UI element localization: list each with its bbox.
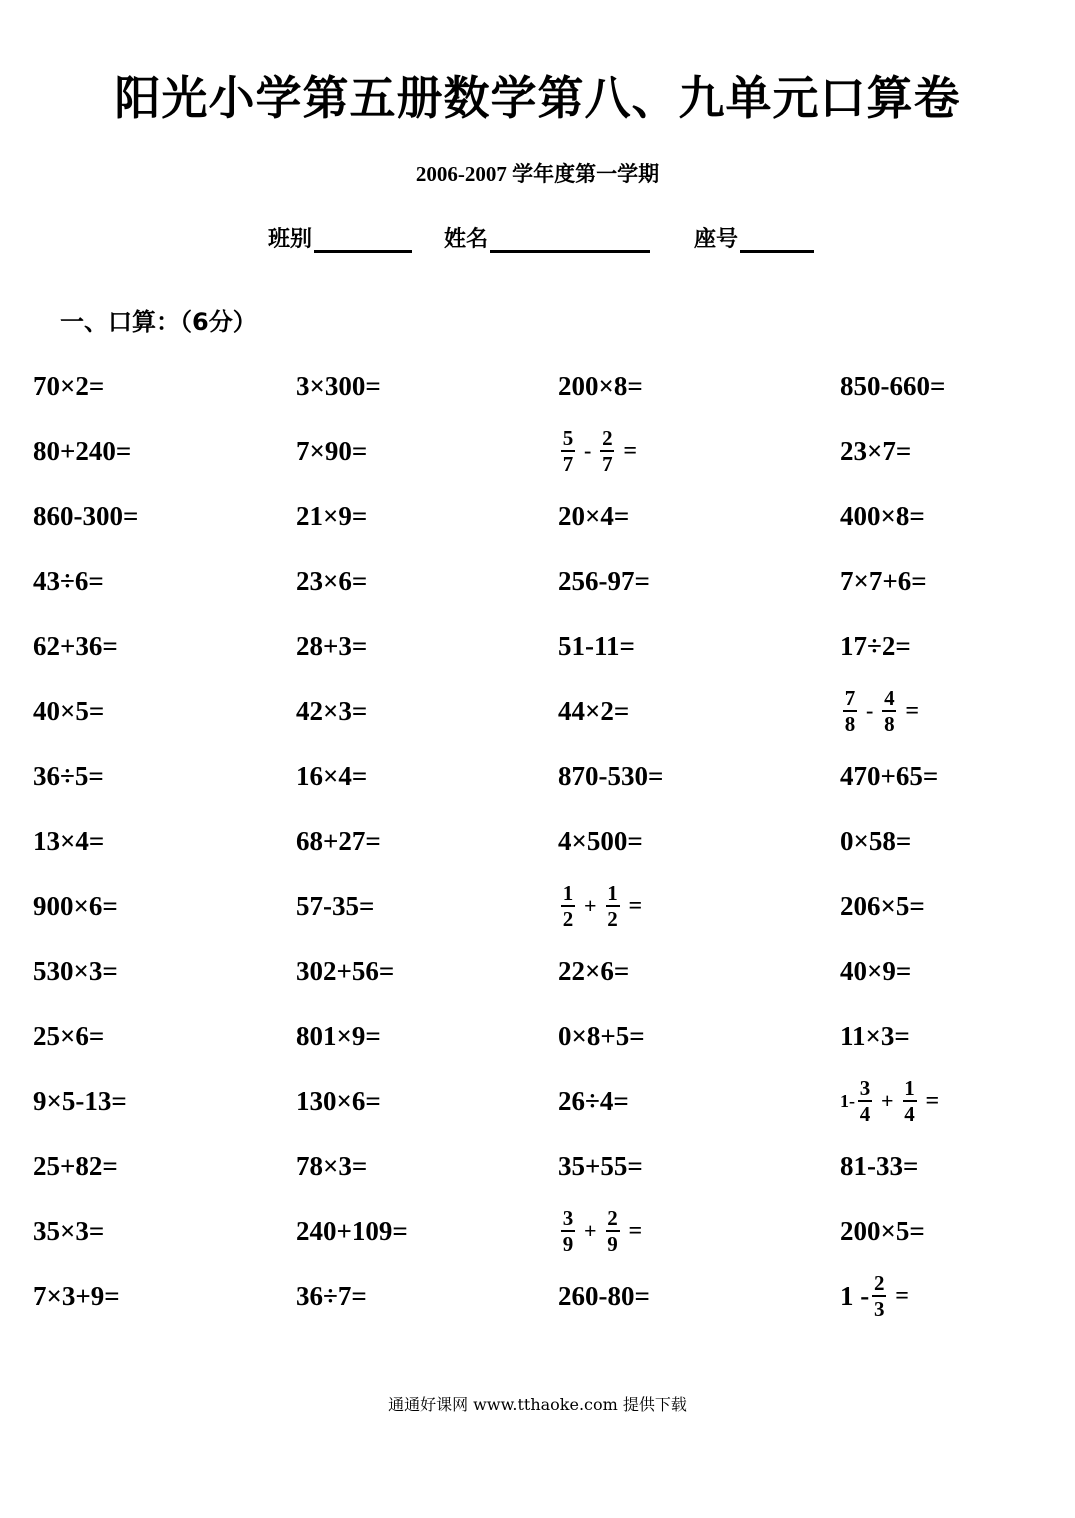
fraction <box>872 1272 886 1320</box>
fraction-denominator: 9 <box>607 1232 618 1256</box>
problem-item: 4×500= <box>558 825 643 856</box>
problem-item: 70×2= <box>33 370 105 401</box>
problem-item: 200×8= <box>558 370 643 401</box>
fraction <box>903 1077 917 1125</box>
fraction-numerator: 2 <box>602 426 613 450</box>
problem-item: 11×3= <box>840 1020 910 1051</box>
problem-item: 40×9= <box>840 955 912 986</box>
problem-item: 36÷5= <box>33 760 104 791</box>
problem-item: 7×7+6= <box>840 565 927 596</box>
problem-item: 16×4= <box>296 760 368 791</box>
fraction-denominator: 2 <box>607 907 618 931</box>
fraction-numerator: 2 <box>874 1271 885 1295</box>
fraction-numerator: 3 <box>562 1206 574 1230</box>
seat-label: 座号 <box>694 227 739 252</box>
problem-item: 57-35= <box>296 890 375 921</box>
problem-item: 35×3= <box>33 1215 105 1246</box>
operator: - <box>866 698 874 723</box>
problem-item <box>840 685 919 737</box>
fraction-denominator: 9 <box>562 1232 574 1256</box>
problem-item: 200×5= <box>840 1215 925 1246</box>
name-blank[interactable] <box>490 224 650 253</box>
problem-item: 80+240= <box>33 435 132 466</box>
fraction-denominator: 8 <box>844 712 856 736</box>
problem-item <box>840 1270 909 1322</box>
problem-item: 530×3= <box>33 955 118 986</box>
equals-sign: = <box>905 697 920 724</box>
problem-item: 25×6= <box>33 1020 105 1051</box>
fraction <box>606 1207 620 1255</box>
problem-item: 51-11= <box>558 630 635 661</box>
fraction-denominator: 4 <box>904 1102 915 1126</box>
problem-item <box>558 425 637 477</box>
equals-sign: = <box>895 1282 909 1309</box>
problem-item: 900×6= <box>33 890 118 921</box>
page-subtitle <box>0 158 1075 188</box>
problem-item: 206×5= <box>840 890 925 921</box>
problem-item: 7×3+9= <box>33 1280 120 1311</box>
problem-item: 130×6= <box>296 1085 381 1116</box>
seat-blank[interactable] <box>740 224 814 253</box>
problem-item: 850-660= <box>840 370 946 401</box>
name-field[interactable] <box>444 222 650 253</box>
problem-item: 35+55= <box>558 1150 643 1181</box>
fraction-denominator: 7 <box>602 452 613 476</box>
problem-item: 470+65= <box>840 760 939 791</box>
fraction-numerator: 7 <box>844 686 856 710</box>
problem-item: 23×6= <box>296 565 368 596</box>
problem-item: 240+109= <box>296 1215 408 1246</box>
fraction <box>561 427 575 475</box>
page-title: 阳光小学第五册数学第八、九单元口算卷 <box>114 71 961 125</box>
problem-item: 9×5-13= <box>33 1085 127 1116</box>
problem-item: 44×2= <box>558 695 630 726</box>
class-label: 班别 <box>268 227 313 252</box>
problem-item: 7×90= <box>296 435 368 466</box>
problem-item: 62+36= <box>33 630 118 661</box>
problem-item: 26÷4= <box>558 1085 629 1116</box>
footer-credit: 通通好课网 www.tthaoke.com 提供下载 <box>388 1395 687 1414</box>
seat-field[interactable] <box>694 222 814 253</box>
equals-sign: = <box>623 437 638 464</box>
problem-item: 36÷7= <box>296 1280 367 1311</box>
operator: + <box>584 893 597 918</box>
equals-sign: = <box>925 1087 940 1114</box>
subtitle-year: 2006-2007 <box>415 162 507 186</box>
class-blank[interactable] <box>314 224 412 253</box>
problem-item: 256-97= <box>558 565 650 596</box>
problem-item: 302+56= <box>296 955 395 986</box>
fraction <box>843 687 857 735</box>
fraction-numerator: 3 <box>859 1076 871 1100</box>
equals-sign: = <box>628 1217 643 1244</box>
student-info-row <box>0 222 1075 256</box>
problem-item: 3×300= <box>296 370 381 401</box>
operator: + <box>881 1088 894 1113</box>
fraction-numerator: 1 <box>607 881 618 905</box>
fraction <box>882 687 896 735</box>
problem-item: 40×5= <box>33 695 105 726</box>
fraction-numerator: 1 <box>904 1076 915 1100</box>
fraction-denominator: 3 <box>874 1297 885 1321</box>
problem-item <box>558 880 642 932</box>
fraction-denominator: 8 <box>884 712 895 736</box>
problem-item: 42×3= <box>296 695 368 726</box>
problem-lead: 1- <box>840 1090 855 1111</box>
fraction <box>600 427 614 475</box>
problem-item: 43÷6= <box>33 565 104 596</box>
fraction-numerator: 4 <box>884 686 895 710</box>
problem-item: 400×8= <box>840 500 925 531</box>
problem-item: 25+82= <box>33 1150 118 1181</box>
problem-item: 260-80= <box>558 1280 650 1311</box>
fraction-denominator: 4 <box>859 1102 871 1126</box>
operator: + <box>584 1218 597 1243</box>
section-title: 一、口算：（6分） <box>60 308 257 336</box>
problem-item: 0×58= <box>840 825 912 856</box>
problem-item: 801×9= <box>296 1020 381 1051</box>
problem-item: 870-530= <box>558 760 664 791</box>
problem-item <box>558 1205 642 1257</box>
fraction-denominator: 2 <box>562 907 574 931</box>
problem-lead: 1 - <box>840 1280 870 1311</box>
problem-item: 22×6= <box>558 955 630 986</box>
problem-item: 28+3= <box>296 630 368 661</box>
equals-sign: = <box>628 892 643 919</box>
problem-item: 78×3= <box>296 1150 368 1181</box>
class-field[interactable] <box>268 222 412 253</box>
problem-item <box>840 1075 939 1127</box>
fraction-denominator: 7 <box>562 452 574 476</box>
problem-item: 81-33= <box>840 1150 919 1181</box>
fraction <box>858 1077 872 1125</box>
fraction <box>606 882 620 930</box>
problem-item: 13×4= <box>33 825 105 856</box>
fraction <box>561 1207 575 1255</box>
name-label: 姓名 <box>444 227 489 252</box>
problem-item: 0×8+5= <box>558 1020 645 1051</box>
operator: - <box>584 438 592 463</box>
problem-item: 20×4= <box>558 500 630 531</box>
problem-item: 23×7= <box>840 435 912 466</box>
fraction <box>561 882 575 930</box>
subtitle-text: 学年度第一学期 <box>512 162 660 186</box>
problem-item: 21×9= <box>296 500 368 531</box>
problem-item: 17÷2= <box>840 630 911 661</box>
problem-item: 860-300= <box>33 500 139 531</box>
fraction-numerator: 5 <box>562 426 574 450</box>
fraction-numerator: 2 <box>607 1206 618 1230</box>
problem-item: 68+27= <box>296 825 381 856</box>
fraction-numerator: 1 <box>562 881 574 905</box>
